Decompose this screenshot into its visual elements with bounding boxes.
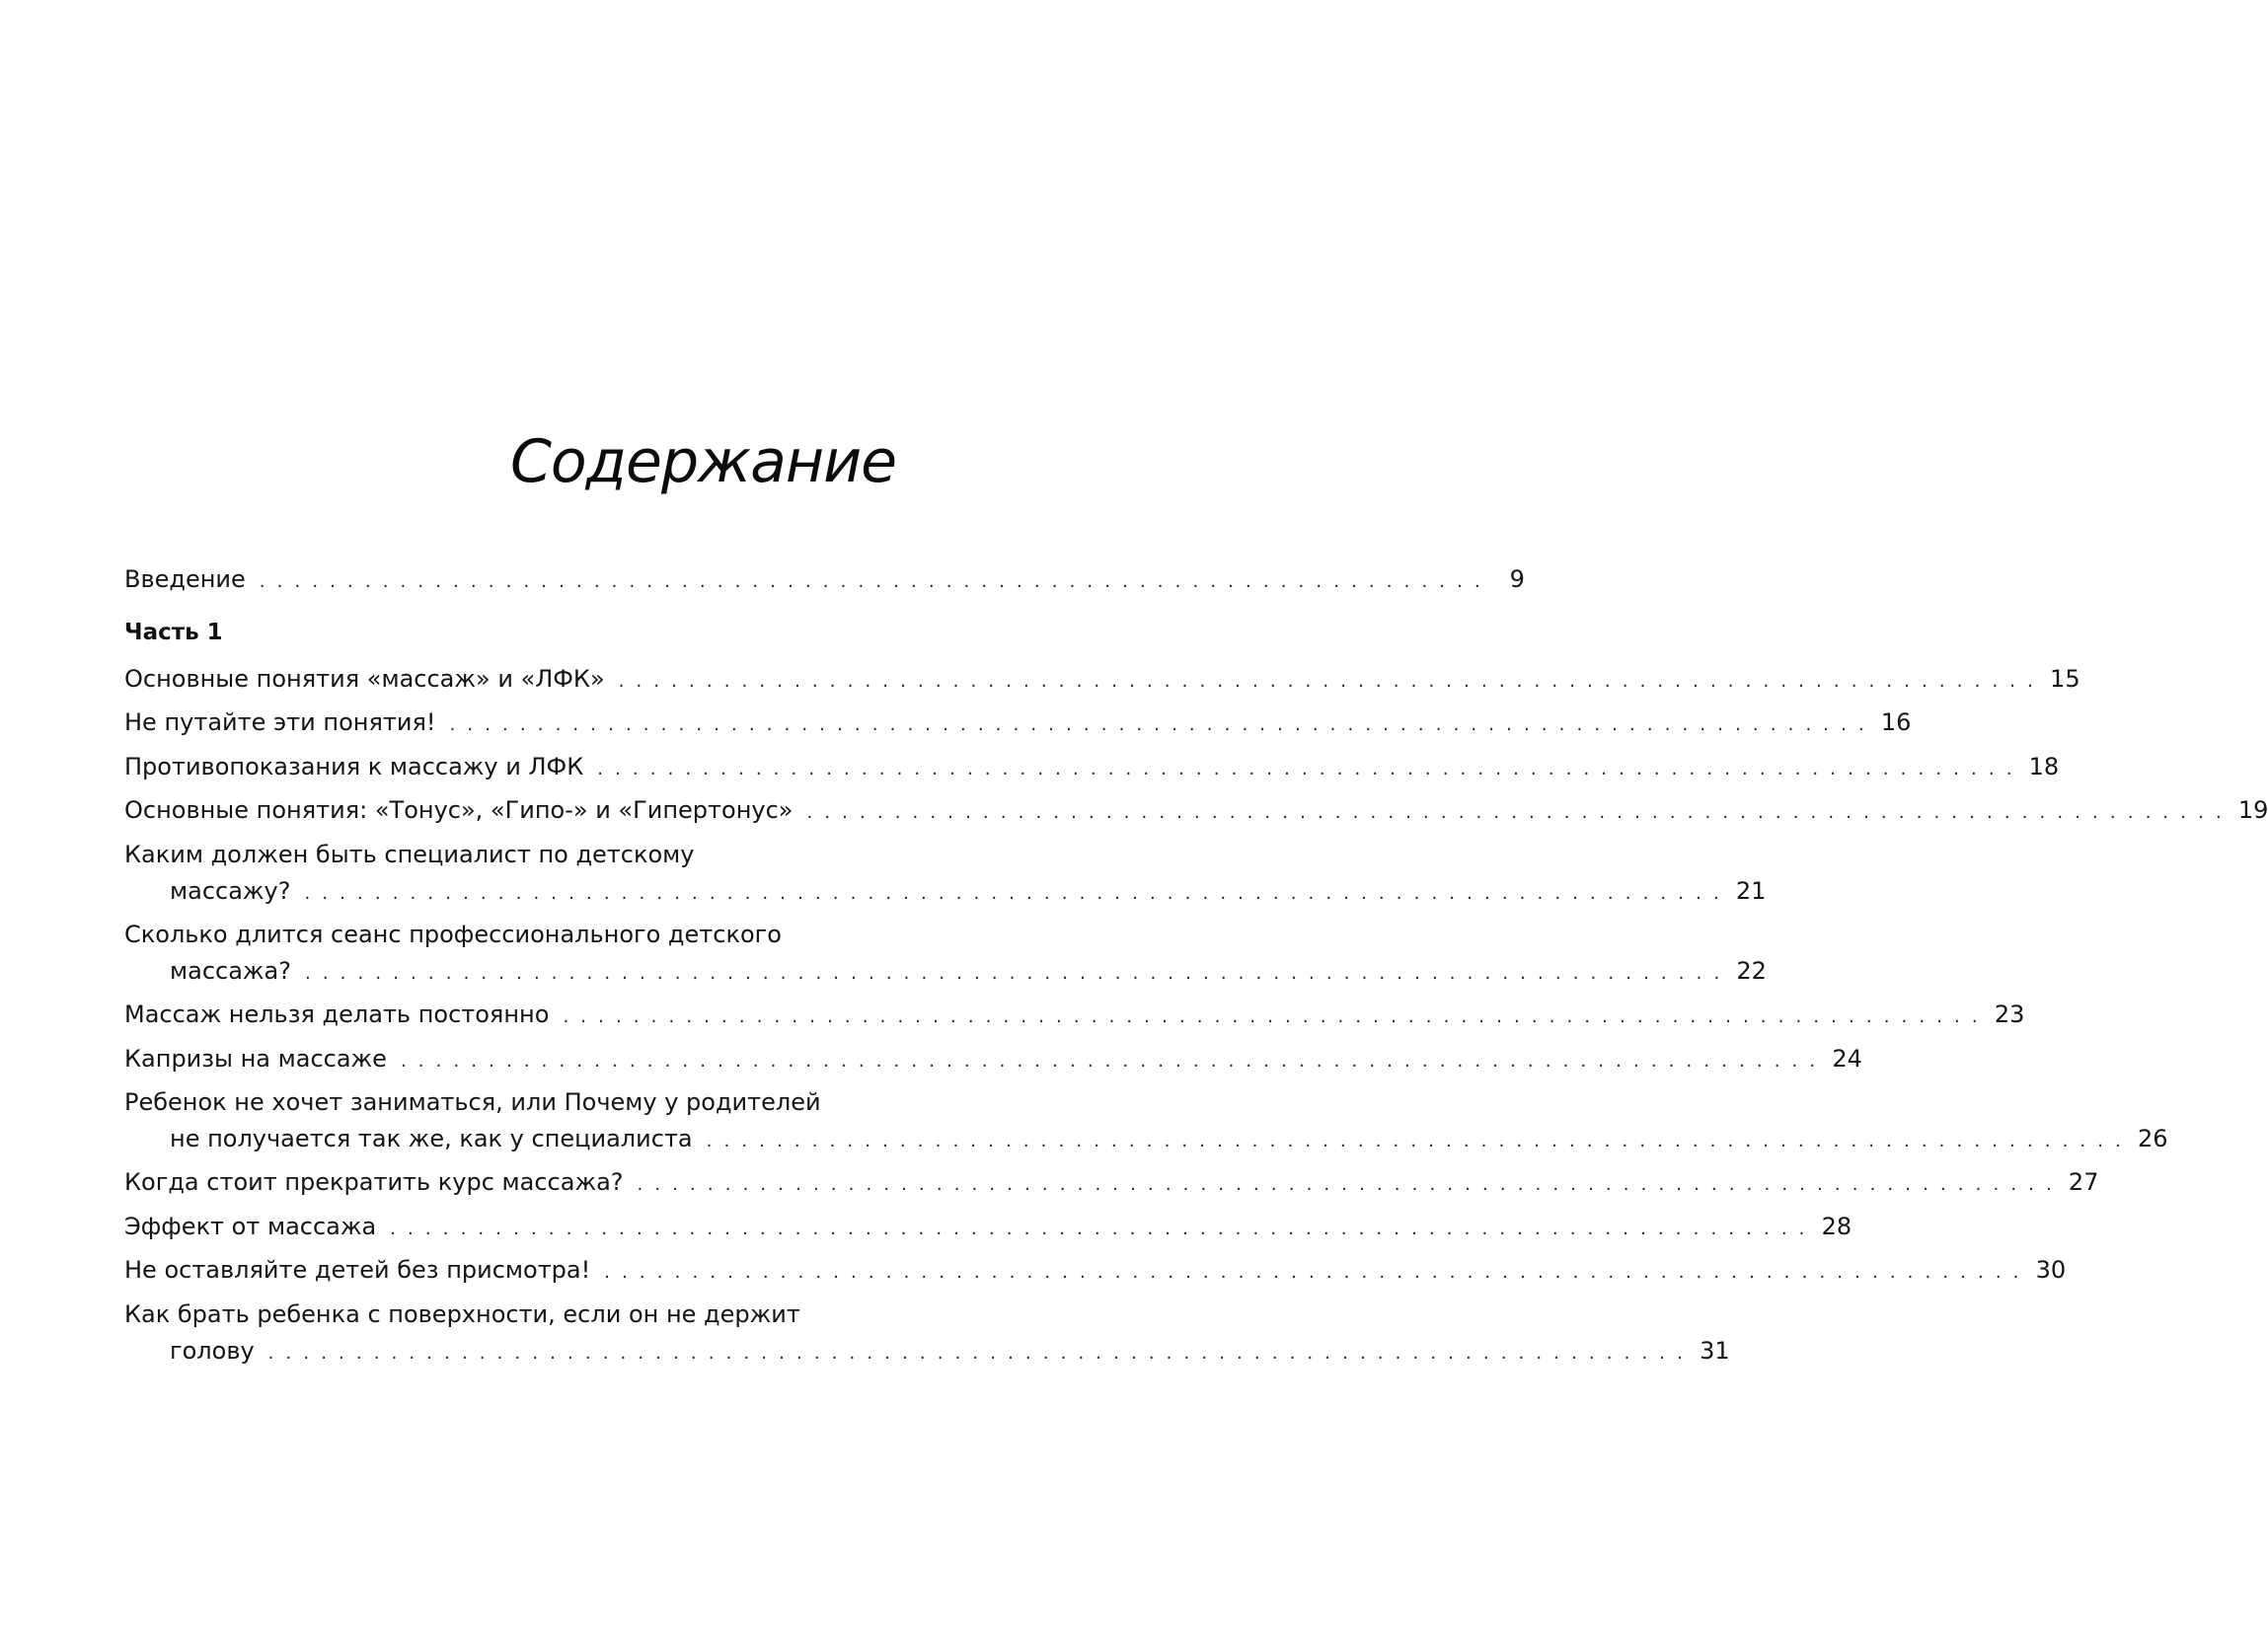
toc-entry[interactable] [124,1299,1730,1369]
toc-entry-label: Не путайте эти понятия! [124,708,436,736]
dot-leader: . . . . . . . . . . . . . . . . . . . . . . . . . . . . . . . . . . . . . . . . . . . . . . . . . . . . . . . . . . . . . . . . . . . . . . . . . . . . . . . . . [706,1131,2125,1151]
toc-entry-intro[interactable] [124,564,1525,597]
toc-entry-label: Основные понятия «массаж» и «ЛФК» [124,665,605,693]
dot-leader: . . . . . . . . . . . . . . . . . . . . . . . . . . . . . . . . . . . . . . . . . . . . . . . . . . . . . . . . . . . . . . . . . . . . . . . . . . . . . . . . . [304,963,1723,984]
toc-entry-label-continued: голову [170,1337,255,1365]
toc-entry-label: Основные понятия: «Тонус», «Гипо-» и «Гипертонус» [124,796,794,824]
dot-leader: . . . . . . . . . . . . . . . . . . . . . . . . . . . . . . . . . . . . . . . . . . . . . . . . . . . . . . . . . . . . . . . . . . . . . . . . . . . . . . . . . [597,759,2015,779]
toc-entry-label: Как брать ребенка с поверхности, если он не держит [124,1300,800,1328]
toc-page-number: 28 [1821,1213,1852,1240]
dot-leader: . . . . . . . . . . . . . . . . . . . . . . . . . . . . . . . . . . . . . . . . . . . . . . . . . . . . . . . . . . . . . . . . . . . . . . . . . . . . . . . . . [390,1219,1808,1239]
toc-page-number: 26 [2138,1125,2168,1152]
dot-leader: . . . . . . . . . . . . . . . . . . . . . . . . . . . . . . . . . . . . . . . . . . . . . . . . . . . . . . . . . . . . . . . . . . . . . . . . . . . . . . . . . [449,714,1867,735]
dot-leader: . . . . . . . . . . . . . . . . . . . . . . . . . . . . . . . . . . . . . . . . . . . . . . . . . . . . . . . . . . . . . . . . . . . . . . . . . . . . . . . . . [618,671,2037,692]
toc-page-number: 19 [2237,796,2268,824]
dot-leader: . . . . . . . . . . . . . . . . . . . . . . . . . . . . . . . . . . . . . . . . . . . . . . . . . . . . . . . . . . . . . . . . . . . . . . . . . . . . . . . . . [637,1174,2055,1195]
toc-page-number: 15 [2050,665,2080,693]
toc-entry-label-continued: массажа? [170,957,291,985]
toc-entry-label: Каким должен быть специалист по детскому [124,841,695,868]
toc-page-number: 24 [1832,1045,1862,1073]
toc-entry-label: Противопоказания к массажу и ЛФК [124,753,584,780]
toc-entry-label-continued: не получается так же, как у специалиста [170,1125,693,1152]
dot-leader: . . . . . . . . . . . . . . . . . . . . . . . . . . . . . . . . . . . . . . . . . . . . . . . . . . . . . . . . . . . . . . . . . . . . . . . . . . . . . . . . . [304,883,1722,904]
toc-entry-label: Не оставляйте детей без присмотра! [124,1256,591,1284]
toc-entry[interactable] [124,1212,1852,1244]
toc-page-number: 18 [2028,753,2060,780]
dot-leader: . . . . . . . . . . . . . . . . . . . . . . . . . . . . . . . . . . . . . . . . . . . . . . . . . . . . . . . . . . . . . . . . . . . . . . . . . . . . . . . . . [604,1262,2022,1283]
toc-page-number: 23 [1994,1001,2025,1028]
toc-page-number: 31 [1700,1337,1730,1365]
dot-leader: . . . . . . . . . . . . . . . . . . . . . . . . . . . . . . . . . . . . . . . . . . . . . . . . . . . . . . . . . . . . . . . . . . . . . . [259,571,1483,592]
toc-entry[interactable] [124,707,1912,740]
toc-page-number: 27 [2068,1168,2099,1196]
toc-page-number: 22 [1736,957,1767,985]
toc-entry-label: Сколько длится сеанс профессионального детского [124,921,782,948]
toc-entry[interactable] [124,1087,2168,1156]
toc-entry[interactable] [124,920,1767,989]
toc-entry[interactable] [124,795,2268,828]
toc-page-number: 9 [1509,565,1525,593]
toc-entry-label-continued: массажу? [170,877,291,905]
toc-entry-label: Капризы на массаже [124,1045,387,1073]
toc-entry[interactable] [124,1167,2099,1200]
dot-leader: . . . . . . . . . . . . . . . . . . . . . . . . . . . . . . . . . . . . . . . . . . . . . . . . . . . . . . . . . . . . . . . . . . . . . . . . . . . . . . . . . [267,1343,1687,1364]
toc-entry-label: Массаж нельзя делать постоянно [124,1001,550,1028]
toc-page-number: 21 [1735,877,1767,905]
toc-entry[interactable] [124,752,2060,784]
dot-leader: . . . . . . . . . . . . . . . . . . . . . . . . . . . . . . . . . . . . . . . . . . . . . . . . . . . . . . . . . . . . . . . . . . . . . . . . . . . . . . . . . [806,802,2225,823]
toc-entry[interactable] [124,1000,2025,1032]
toc-entry-label: Введение [124,565,246,593]
part-heading: Часть 1 [124,620,223,645]
toc-page-number: 30 [2035,1256,2067,1284]
toc-entry[interactable] [124,1044,1862,1076]
toc-entry-label: Эффект от массажа [124,1213,377,1240]
toc-entry[interactable] [124,1255,2067,1288]
page-title: Содержание [509,427,896,496]
toc-entry[interactable] [124,664,2080,697]
dot-leader: . . . . . . . . . . . . . . . . . . . . . . . . . . . . . . . . . . . . . . . . . . . . . . . . . . . . . . . . . . . . . . . . . . . . . . . . . . . . . . . . . [563,1006,1981,1027]
dot-leader: . . . . . . . . . . . . . . . . . . . . . . . . . . . . . . . . . . . . . . . . . . . . . . . . . . . . . . . . . . . . . . . . . . . . . . . . . . . . . . . . . [400,1051,1819,1072]
toc-entry[interactable] [124,840,1767,909]
toc-page-number: 16 [1880,708,1912,736]
toc-entry-label: Когда стоит прекратить курс массажа? [124,1168,624,1196]
toc-entry-label: Ребенок не хочет заниматься, или Почему у родителей [124,1088,821,1116]
